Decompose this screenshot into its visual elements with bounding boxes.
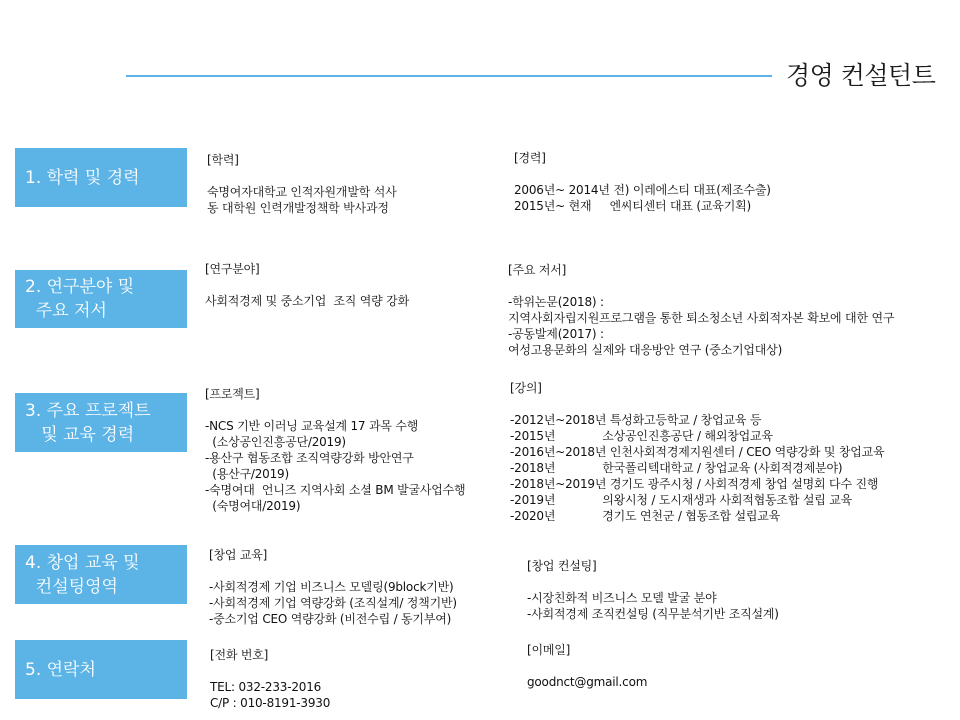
projects-line: (용산구/2019) <box>205 467 289 481</box>
career-heading: [경력] <box>514 151 546 165</box>
education-line: 숙명여자대학교 인적자원개발학 석사 <box>207 185 397 199</box>
research-heading: [연구분야] <box>205 262 260 276</box>
career-block <box>514 150 771 214</box>
lectures-line: -2018년~2019년 경기도 광주시청 / 사회적경제 창업 설명회 다수 진행 <box>510 477 879 491</box>
publications-line: -공동발제(2017) : <box>508 327 604 341</box>
section-label: 5. 연락처 <box>25 659 96 680</box>
section-contact <box>15 640 187 699</box>
publications-line: 여성고용문화의 실제와 대응방안 연구 (중소기업대상) <box>508 343 783 357</box>
section-label: 1. 학력 및 경력 <box>25 167 140 188</box>
startup-consulting-heading: [창업 컨설팅] <box>527 559 597 573</box>
startup-consulting-line: -사회적경제 조직컨설팅 (직무분석기반 조직설계) <box>527 607 779 621</box>
startup-consulting-line: -시장친화적 비즈니스 모델 발굴 분야 <box>527 591 717 605</box>
education-line: 동 대학원 인력개발정책학 박사과정 <box>207 201 389 215</box>
lectures-block <box>510 380 884 524</box>
section-projects-education <box>15 393 187 452</box>
phone-heading: [전화 번호] <box>210 648 269 662</box>
page-title: 경영 컨설턴트 <box>786 61 936 90</box>
startup-consulting-block <box>527 558 779 622</box>
projects-line: -숙명여대 언니즈 지역사회 소셜 BM 발굴사업수행 <box>205 483 466 497</box>
projects-line: -용산구 협동조합 조직역량강화 방안연구 <box>205 451 414 465</box>
phone-line: TEL: 032-233-2016 <box>210 680 322 694</box>
section-label: 3. 주요 프로젝트 <box>25 400 151 421</box>
projects-block <box>205 386 465 514</box>
lectures-heading: [강의] <box>510 381 542 395</box>
section-label: 2. 연구분야 및 <box>25 277 135 297</box>
section-label: 4. 창업 교육 및 <box>25 552 140 573</box>
section-startup-consulting <box>15 545 187 604</box>
section-research-publications <box>15 270 187 328</box>
startup-education-line: -사회적경제 기업 비즈니스 모델링(9block기반) <box>209 580 454 594</box>
startup-education-heading: [창업 교육] <box>209 548 268 562</box>
phone-line: C/P : 010-8191-3930 <box>210 696 331 710</box>
projects-line: -NCS 기반 이러닝 교육설계 17 과목 수행 <box>205 419 419 433</box>
startup-education-line: -사회적경제 기업 역량강화 (조직설계/ 정책기반) <box>209 596 457 610</box>
startup-education-line: -중소기업 CEO 역량강화 (비전수립 / 동기부여) <box>209 612 452 626</box>
section-label: 주요 저서 <box>25 301 107 321</box>
email-address: goodnct@gmail.com <box>527 675 648 689</box>
research-block <box>205 261 409 309</box>
lectures-line: -2016년~2018년 인천사회적경제지원센터 / CEO 역량강화 및 창업교육 <box>510 445 885 459</box>
lectures-line: -2019년 의왕시청 / 도시재생과 사회적협동조합 설립 교육 <box>510 493 853 507</box>
projects-heading: [프로젝트] <box>205 387 260 401</box>
publications-block <box>508 262 894 358</box>
projects-line: (소상공인진흥공단/2019) <box>205 435 346 449</box>
education-block <box>207 152 397 216</box>
email-heading: [이메일] <box>527 643 571 657</box>
lectures-line: -2020년 경기도 연천군 / 협동조합 설립교육 <box>510 509 781 523</box>
projects-line: (숙명여대/2019) <box>205 499 301 513</box>
education-heading: [학력] <box>207 153 239 167</box>
career-line: 2015년~ 현재 엔씨티센터 대표 (교육기획) <box>514 199 751 213</box>
publications-heading: [주요 저서] <box>508 263 567 277</box>
startup-education-block <box>209 547 457 627</box>
section-label: 컨설팅영역 <box>25 576 118 597</box>
lectures-line: -2012년~2018년 특성화고등학교 / 창업교육 등 <box>510 413 762 427</box>
phone-block <box>210 647 330 711</box>
career-line: 2006년~ 2014년 전) 이레에스티 대표(제조수출) <box>514 183 771 197</box>
publications-line: -학위논문(2018) : <box>508 295 604 309</box>
lectures-line: -2018년 한국폴리텍대학교 / 창업교육 (사회적경제분야) <box>510 461 843 475</box>
email-block <box>527 642 647 690</box>
publications-line: 지역사회자립지원프로그램을 통한 퇴소청소년 사회적자본 확보에 대한 연구 <box>508 311 895 325</box>
research-line: 사회적경제 및 중소기업 조직 역량 강화 <box>205 294 409 308</box>
header-rule <box>126 75 772 77</box>
lectures-line: -2015년 소상공인진흥공단 / 해외창업교육 <box>510 429 773 443</box>
section-education-career <box>15 148 187 207</box>
section-label: 및 교육 경력 <box>25 424 135 445</box>
